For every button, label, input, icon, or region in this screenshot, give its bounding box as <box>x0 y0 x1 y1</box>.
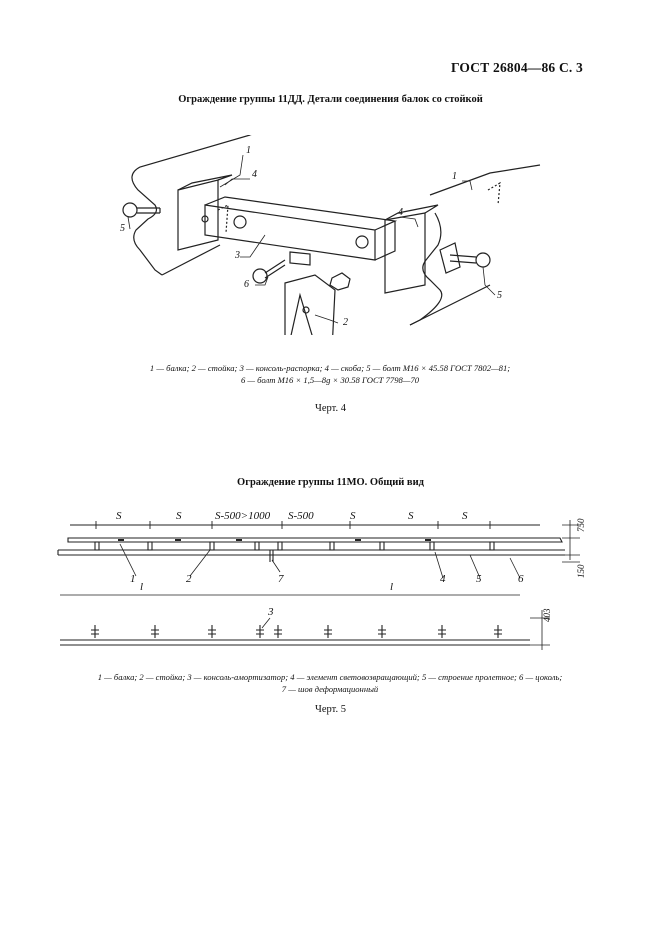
callout-4-right: 4 <box>398 207 403 218</box>
spacing-label-5: S <box>350 510 356 522</box>
figure5-legend-line2: 7 — шов деформационный <box>281 684 379 694</box>
figure5-legend-line1: 1 — балка; 2 — стойка; 3 — консоль-амортизатор; 4 — элемент световозвращающий; 5 — строение пролетное; 6 — цоколь; <box>97 672 563 682</box>
dim-150: 150 <box>576 564 586 578</box>
callout-2: 2 <box>343 317 348 328</box>
span-label-right: l <box>390 581 394 593</box>
figure5-title: Ограждение группы 11МО. Общий вид <box>237 477 424 488</box>
page-header: ГОСТ 26804—86 С. 3 <box>450 60 583 75</box>
span-label-left: l <box>140 581 144 593</box>
spacing-label-4: S-500 <box>288 510 314 522</box>
dim-750: 750 <box>576 518 586 532</box>
callout-6: 6 <box>518 573 524 585</box>
spacing-label-3: S-500>1000 <box>215 510 271 522</box>
figure5-legend <box>20 671 640 695</box>
dim-403: 403 <box>542 608 552 622</box>
figure4-title: Ограждение группы 11ДД. Детали соединения балок со стойкой <box>178 94 483 105</box>
callout-1-right: 1 <box>452 171 457 182</box>
figure5-caption: Черт. 5 <box>315 704 346 715</box>
spacing-label-2: S <box>176 510 182 522</box>
callout-2: 2 <box>186 573 192 585</box>
callout-7: 7 <box>278 573 284 585</box>
callout-1-left: 1 <box>246 145 251 156</box>
figure4-legend-line2: 6 — болт М16 × 1,5—8g × 30.58 ГОСТ 7798—70 <box>240 375 420 385</box>
figure4-callouts <box>100 135 560 335</box>
callout-5-right: 5 <box>497 290 502 301</box>
callout-1: 1 <box>130 573 136 585</box>
callout-6: 6 <box>244 279 249 290</box>
spacing-label-7: S <box>462 510 468 522</box>
callout-3: 3 <box>235 250 240 261</box>
callout-4: 4 <box>440 573 446 585</box>
figure5-labels <box>50 500 610 665</box>
callout-4-left: 4 <box>252 169 257 180</box>
callout-5: 5 <box>476 573 482 585</box>
callout-5-left: 5 <box>120 223 125 234</box>
figure4-legend-line1: 1 — балка; 2 — стойка; 3 — консоль-распорка; 4 — скоба; 5 — болт М16 × 45.58 ГОСТ 7802—81; <box>149 363 511 373</box>
callout-3: 3 <box>268 606 274 618</box>
spacing-label-6: S <box>408 510 414 522</box>
figure4-caption: Черт. 4 <box>315 403 346 414</box>
spacing-label-1: S <box>116 510 122 522</box>
figure4-legend <box>40 362 620 386</box>
